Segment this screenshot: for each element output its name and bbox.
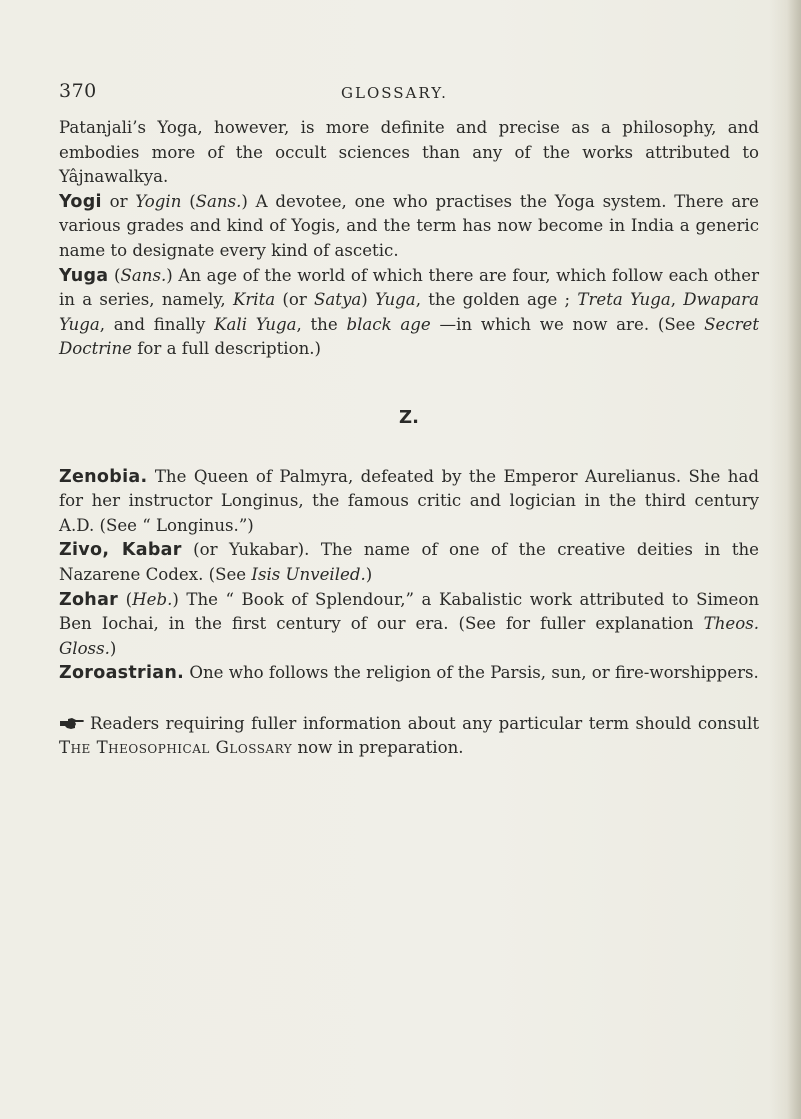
book-title-theos-gloss: Theos. Gloss. [59, 614, 759, 658]
entry-text: , [670, 290, 684, 310]
term-black-age: black age [346, 314, 431, 334]
note-text: now in preparation. [292, 738, 464, 758]
note-text: Readers requiring fuller information about any particular term should consult [90, 713, 759, 733]
language-abbrev: Sans. [195, 191, 242, 211]
term-treta-yuga: Treta Yuga [577, 290, 671, 310]
entry-yogi [59, 190, 759, 264]
entry-zenobia [59, 465, 759, 539]
entry-text: Patanjali’s Yoga, however, is more definite and precise as a philosophy, and embodies more of the occult sciences than any of the works attributed to Yâjnawalkya. [59, 118, 759, 187]
entry-yuga [59, 264, 759, 362]
entry-text: —in which we now are. (See [430, 314, 705, 334]
term-satya: Satya [314, 290, 362, 310]
language-abbrev: Sans. [120, 265, 167, 285]
entry-zoroastrian [59, 661, 759, 686]
entry-text: or [101, 191, 136, 211]
page-edge-shadow [787, 0, 801, 1119]
entry-text: ) [365, 564, 373, 584]
entry-text: ( [181, 191, 196, 211]
language-abbrev: Heb. [132, 589, 173, 609]
term-dwapara-yuga: Dwapara Yuga [59, 290, 759, 334]
entry-text: ( [118, 589, 133, 609]
entry-text: ) [361, 290, 375, 310]
entry-text: , the golden age ; [415, 290, 578, 310]
entry-text: , the [296, 314, 347, 334]
entry-text: , and finally [99, 314, 215, 334]
entry-text: The Queen of Palmyra, defeated by the Emperor Aurelianus. She had for her instructor Longinus, the famous critic and logician in the third century A.D. (See “ Longinus.”) [59, 466, 759, 535]
entry-text: (or [275, 290, 315, 310]
headword-yuga: Yuga [59, 265, 109, 286]
entry-text: One who follows the religion of the Parsis, sun, or fire-worshippers. [184, 663, 759, 683]
term-krita: Krita [232, 290, 276, 310]
term-kali-yuga: Kali Yuga [214, 314, 297, 334]
headword-zenobia: Zenobia. [59, 466, 148, 487]
entry-text: ) A devotee, one who practises the Yoga system. There are various grades and kind of Yogis, and the term has now become in India a generic name to designate every kind of ascetic. [59, 191, 759, 260]
section-letter: Z. [399, 406, 419, 428]
page-number: 370 [59, 80, 97, 102]
entry-zohar [59, 588, 759, 662]
running-head: GLOSSARY. [341, 84, 448, 102]
headword-zivo-kabar: Zivo, Kabar [59, 540, 182, 561]
book-title-secret-doctrine: Secret Doctrine [59, 314, 759, 359]
page-header [59, 80, 759, 104]
headword-yogi: Yogi [59, 191, 102, 212]
entry-text: ) The “ Book of Splendour,” a Kabalistic work attributed to Simeon Ben Iochai, in the first century of our era. (See for fuller explanation [59, 589, 759, 634]
entry-text: ) [109, 638, 117, 658]
glossary-text [59, 116, 759, 761]
variant-yogin: Yogin [135, 191, 182, 211]
book-title-isis-unveiled: Isis Unveiled. [251, 564, 366, 584]
entry-patanjali [59, 116, 759, 190]
entry-text: ) An age of the world of which there are four, which follow each other in a series, namely, [59, 265, 759, 310]
book-title-theosophical-glossary: The Theosophical Glossary [59, 738, 293, 758]
pointing-hand-icon [59, 717, 85, 730]
headword-zoroastrian: Zoroastrian. [59, 663, 185, 684]
entry-text: (or Yukabar). The name of one of the creative deities in the Nazarene Codex. (See [59, 540, 759, 584]
headword-zohar: Zohar [59, 589, 119, 610]
entry-text: ( [108, 265, 121, 285]
term-yuga: Yuga [374, 290, 416, 310]
entry-zivo-kabar [59, 538, 759, 587]
note-readers [59, 712, 759, 761]
entry-text: for a full description.) [132, 339, 322, 359]
